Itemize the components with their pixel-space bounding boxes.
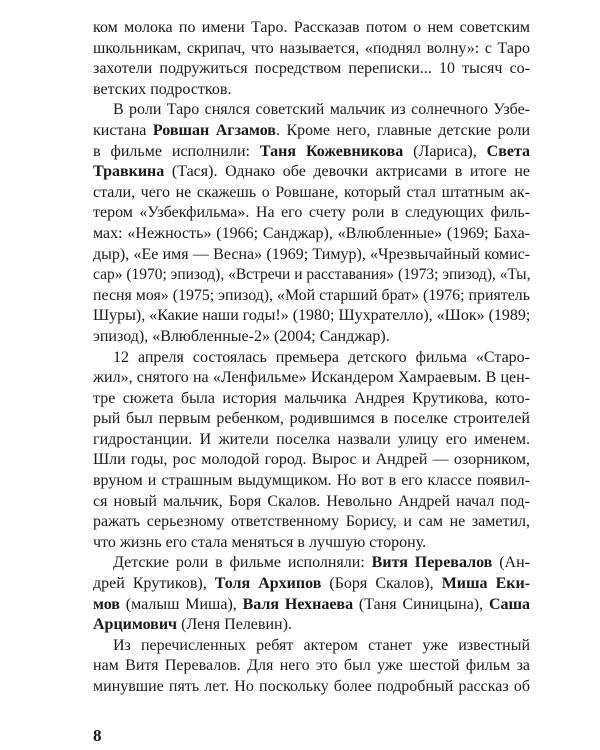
text-segment: В роли Таро снялся советский мальчик из солнечного Узбе- xyxy=(113,101,530,119)
text-line xyxy=(93,409,530,430)
paragraph xyxy=(93,100,530,347)
text-segment: кистана xyxy=(93,121,153,139)
text-line xyxy=(93,245,530,266)
bold-name: Ровшан Агзамов xyxy=(152,121,276,139)
text-line xyxy=(93,595,530,616)
text-segment: жил», снятого на «Ленфильме» Искандером Хамраевым. В цен- xyxy=(93,369,530,387)
text-segment: захотели подружиться посредством переписки... 10 тысяч со- xyxy=(93,60,530,78)
bold-name: Витя Перевалов xyxy=(371,554,493,572)
text-segment: Шли годы, рос молодой город. Вырос и Андрей — озорником, xyxy=(93,451,530,469)
text-line xyxy=(93,615,530,636)
text-segment: ком молока по имени Таро. Рассказав потом о нем советским xyxy=(93,19,530,36)
text-line xyxy=(93,492,530,513)
text-segment: ся новый мальчик, Боря Скалов. Невольно Андрей начал под- xyxy=(93,492,530,510)
paragraph xyxy=(93,553,530,635)
text-segment: Из перечисленных ребят актером станет уже известный xyxy=(113,636,530,654)
text-segment: стали, чего не скажешь о Ровшане, который стал штатным ак- xyxy=(93,183,530,201)
text-line xyxy=(93,327,530,348)
text-segment: . Кроме него, главные детские роли xyxy=(275,121,531,139)
bold-name: Толя Архипов xyxy=(214,575,322,593)
text-segment: (Леня Пелевин). xyxy=(177,616,292,634)
bold-name: Арцимович xyxy=(93,616,178,634)
text-segment: песня моя» (1975; эпизод), «Мой старший брат» (1976; приятель xyxy=(93,286,530,304)
text-segment: вруном и страшным выдумщиком. Но вот в его классе появил- xyxy=(93,472,530,490)
text-line xyxy=(93,656,530,677)
text-segment: минувшие пять лет. Но поскольку более подробный рассказ об xyxy=(93,678,530,695)
text-line xyxy=(93,348,530,369)
text-line xyxy=(93,265,531,286)
text-segment: (малыш Миша), xyxy=(119,595,243,613)
text-line xyxy=(93,100,530,121)
bold-name: Таня Кожевникова xyxy=(259,142,404,160)
text-segment: (Ан- xyxy=(492,554,530,572)
text-segment: нам Витя Перевалов. Для него это был уже шестой фильм за xyxy=(93,657,530,675)
text-line xyxy=(93,306,530,327)
text-segment: эпизод), «Влюбленные-2» (2004; Санджар). xyxy=(93,327,390,345)
text-line xyxy=(93,450,530,471)
text-segment: ражать серьезному ответственному Борису, и сам не заметил, xyxy=(93,513,530,531)
paragraph xyxy=(93,18,530,100)
text-line xyxy=(93,203,530,224)
text-line xyxy=(93,389,530,410)
text-line xyxy=(93,512,530,533)
bold-name: Валя Нехнаева xyxy=(242,595,354,613)
text-segment: (Таня Синицына), xyxy=(353,595,489,613)
text-line xyxy=(93,121,530,142)
text-segment: Шуры), «Какие наши годы!» (1980; Шухрателло), «Шок» (1989; xyxy=(93,307,531,325)
text-segment: дрей Крутиков), xyxy=(93,575,215,593)
text-line xyxy=(93,553,530,574)
text-segment: ветских подростков. xyxy=(93,80,232,98)
bold-name: Травкина xyxy=(93,163,165,181)
text-segment: мах: «Нежность» (1966; Санджар), «Влюбленные» (1969; Баха- xyxy=(93,224,530,242)
text-line xyxy=(93,80,530,101)
text-line xyxy=(93,39,530,60)
text-line xyxy=(93,574,530,595)
bold-name: мов xyxy=(93,595,120,613)
text-segment: Детские роли в фильме исполняли: xyxy=(113,554,372,572)
text-line xyxy=(93,533,530,554)
paragraph xyxy=(93,348,530,554)
text-line xyxy=(93,677,530,698)
text-line xyxy=(93,162,530,183)
text-line xyxy=(93,142,530,163)
text-segment: в фильме исполнили: xyxy=(93,142,260,160)
text-line xyxy=(93,471,530,492)
text-line xyxy=(93,59,530,80)
text-segment: рый был первым ребенком, родившимся в поселке строителей xyxy=(93,410,530,428)
text-segment: (Тася). Однако обе девочки актрисами в итоге не xyxy=(164,163,530,181)
bold-name: Саша xyxy=(488,595,531,613)
bold-name: Света xyxy=(486,142,531,160)
text-segment: 12 апреля состоялась премьера детского фильма «Старо- xyxy=(113,348,530,366)
text-segment: школьникам, скрипач, что называется, «поднял волну»: с Таро xyxy=(93,39,530,57)
text-segment: что жизнь его стала меняться в лучшую сторону. xyxy=(93,533,427,551)
text-segment: гидростанции. И жители поселка назвали улицу его именем. xyxy=(93,430,530,448)
text-line xyxy=(93,636,530,657)
text-line xyxy=(93,18,530,39)
text-segment: сар» (1970; эпизод), «Встречи и расставания» (1973; эпизод), «Ты, xyxy=(93,266,531,284)
text-segment: (Лариса), xyxy=(403,142,487,160)
text-segment: (Боря Скалов), xyxy=(321,575,442,593)
text-line xyxy=(93,183,530,204)
text-segment: дыр), «Ее имя — Весна» (1969; Тимур), «Чрезвычайный комис- xyxy=(93,245,530,263)
text-line xyxy=(93,430,530,451)
bold-name: Миша Еки- xyxy=(441,575,531,593)
text-segment: тре сюжета была история мальчика Андрея Крутикова, кото- xyxy=(93,389,530,407)
page-number: 8 xyxy=(93,726,102,745)
text-line xyxy=(93,224,530,245)
text-line xyxy=(93,286,530,307)
book-page-text xyxy=(93,18,530,698)
text-segment: тером «Узбекфильма». На его счету роли в следующих филь- xyxy=(93,204,530,222)
paragraph xyxy=(93,636,530,698)
text-line xyxy=(93,368,530,389)
